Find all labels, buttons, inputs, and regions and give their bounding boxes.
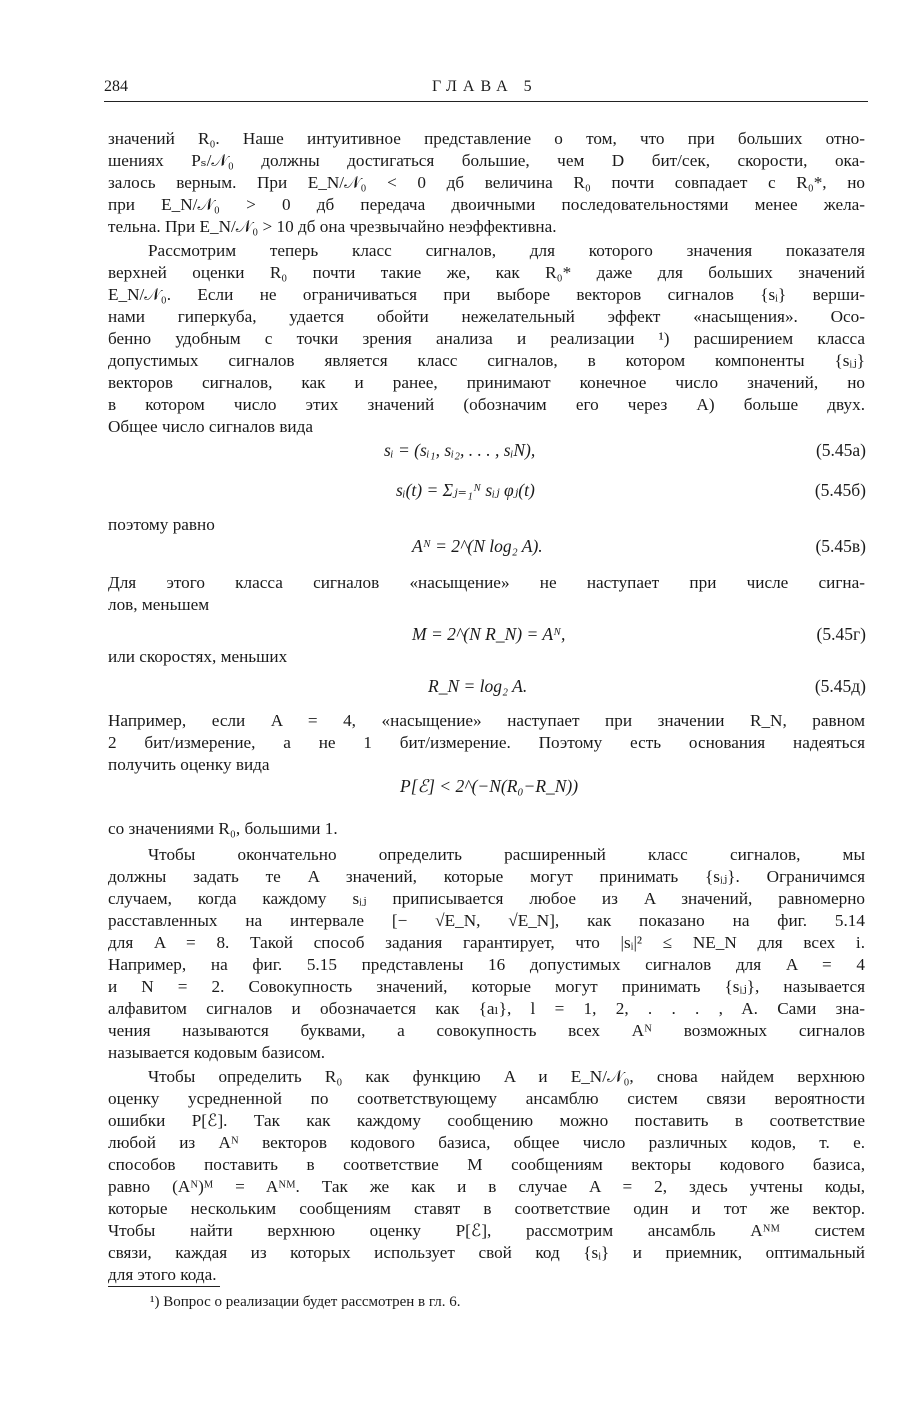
text-line: при E_N/𝒩₀ > 0 дб передача двоичными последовательностями менее жела- bbox=[108, 195, 865, 214]
equation-number: (5.45а) bbox=[815, 440, 866, 460]
text-line: или скоростях, меньших bbox=[108, 647, 288, 666]
text-line: верхней оценки R₀ почти такие же, как R₀* даже для больших значений bbox=[108, 263, 865, 282]
text-line: которые нескольким сообщениям ставят в соответствие один и тот же вектор. bbox=[108, 1199, 865, 1218]
text-line: допустимых сигналов является класс сигналов, в котором компоненты {sᵢⱼ} bbox=[108, 351, 865, 370]
text-line: Чтобы окончательно определить расширенный класс сигналов, мы bbox=[148, 845, 865, 864]
text-line: лов, меньшем bbox=[108, 595, 210, 614]
text-line: залось верным. При E_N/𝒩₀ < 0 дб величина R₀ почти совпадает с R₀*, но bbox=[108, 173, 865, 192]
text-line: Чтобы определить R₀ как функцию A и E_N/𝒩₀, снова найдем верхнюю bbox=[148, 1067, 865, 1086]
text-line: значений R₀. Наше интуитивное представление о том, что при больших отно- bbox=[108, 129, 865, 148]
text-line: должны задать те A значений, которые могут принимать {sᵢⱼ}. Ограничимся bbox=[108, 867, 865, 886]
text-line: бенно удобным с точки зрения анализа и реализации ¹) расширением класса bbox=[108, 329, 865, 348]
text-line: Общее число сигналов вида bbox=[108, 417, 314, 436]
text-line: шениях Pₛ/𝒩₀ должны достигаться большие, чем D бит/сек, скорости, ока- bbox=[108, 151, 865, 170]
equation-number: (5.45д) bbox=[814, 676, 866, 696]
equation-5-45d: R_N = log₂ A. bbox=[428, 676, 528, 696]
text-line: и N = 2. Совокупность значений, которые могут принимать {sᵢⱼ}, называется bbox=[108, 977, 865, 996]
text-line: Например, на фиг. 5.15 представлены 16 допустимых сигналов для A = 4 bbox=[108, 955, 865, 974]
text-line: для A = 8. Такой способ задания гарантирует, что |sᵢ|² ≤ NE_N для всех i. bbox=[108, 933, 865, 952]
text-line: называется кодовым базисом. bbox=[108, 1043, 326, 1062]
text-line: любой из Aᴺ векторов кодового базиса, общее число различных кодов, т. е. bbox=[108, 1133, 865, 1152]
text-line: оценку усредненной по соответствующему ансамблю систем связи вероятности bbox=[108, 1089, 865, 1108]
text-line: расставленных на интервале [− √E_N, √E_N], как показано на фиг. 5.14 bbox=[108, 911, 865, 930]
header-rule bbox=[104, 101, 868, 102]
equation-5-45v: Aᴺ = 2^(N log₂ A). bbox=[412, 536, 543, 556]
running-header: ГЛАВА 5 bbox=[432, 78, 538, 95]
text-line: тельна. При E_N/𝒩₀ > 10 дб она чрезвычайно неэффективна. bbox=[108, 217, 557, 236]
text-line: Чтобы найти верхнюю оценку P[ℰ], рассмотрим ансамбль Aᴺᴹ систем bbox=[108, 1221, 865, 1240]
text-line: связи, каждая из которых использует свой код {sᵢ} и приемник, оптимальный bbox=[108, 1243, 865, 1262]
equation-error-bound: P[ℰ] < 2^(−N(R₀−R_N)) bbox=[400, 776, 579, 796]
text-line: векторов сигналов, как и ранее, принимают конечное число значений, но bbox=[108, 373, 865, 392]
text-line: 2 бит/измерение, а не 1 бит/измерение. Поэтому есть основания надеяться bbox=[108, 733, 865, 752]
text-line: для этого кода. bbox=[108, 1265, 217, 1284]
page-number: 284 bbox=[104, 78, 128, 95]
text-line: чения называются буквами, а совокупность всех Aᴺ возможных сигналов bbox=[108, 1021, 865, 1040]
text-line: E_N/𝒩₀. Если не ограничиваться при выборе векторов сигналов {sᵢ} верши- bbox=[108, 285, 865, 304]
equation-5-45a: sᵢ = (sᵢ₁, sᵢ₂, . . . , sᵢN), bbox=[384, 440, 536, 460]
text-line: получить оценку вида bbox=[108, 755, 270, 774]
text-line: нами гиперкуба, удается обойти нежелательный эффект «насыщения». Осо- bbox=[108, 307, 865, 326]
footnote-rule bbox=[108, 1286, 220, 1287]
equation-number: (5.45в) bbox=[815, 536, 866, 556]
text-line: поэтому равно bbox=[108, 515, 215, 534]
text-line: равно (Aᴺ)ᴹ = Aᴺᴹ. Так же как и в случае A = 2, здесь учтены коды, bbox=[108, 1177, 865, 1196]
text-line: в котором число этих значений (обозначим его через A) больше двух. bbox=[108, 395, 865, 414]
text-line: Например, если A = 4, «насыщение» наступает при значении R_N, равном bbox=[108, 711, 865, 730]
equation-number: (5.45б) bbox=[814, 480, 866, 500]
text-line: Для этого класса сигналов «насыщение» не наступает при числе сигна- bbox=[108, 573, 865, 592]
equation-5-45b: sᵢ(t) = Σⱼ₌₁ᴺ sᵢⱼ φⱼ(t) bbox=[396, 480, 535, 500]
text-line: способов поставить в соответствие M сообщениям векторы кодового базиса, bbox=[108, 1155, 865, 1174]
text-line: случаем, когда каждому sᵢⱼ приписывается любое из A значений, равномерно bbox=[108, 889, 865, 908]
footnote: ¹) Вопрос о реализации будет рассмотрен в гл. 6. bbox=[150, 1294, 461, 1310]
equation-number: (5.45г) bbox=[816, 624, 866, 644]
text-line: ошибки P[ℰ]. Так как каждому сообщению можно поставить в соответствие bbox=[108, 1111, 865, 1130]
text-line: алфавитом сигналов и обозначается как {aₗ}, l = 1, 2, . . . , A. Сами зна- bbox=[108, 999, 865, 1018]
equation-5-45g: M = 2^(N R_N) = Aᴺ, bbox=[412, 624, 566, 644]
text-line: со значениями R₀, большими 1. bbox=[108, 819, 338, 838]
text-line: Рассмотрим теперь класс сигналов, для которого значения показателя bbox=[148, 241, 865, 260]
